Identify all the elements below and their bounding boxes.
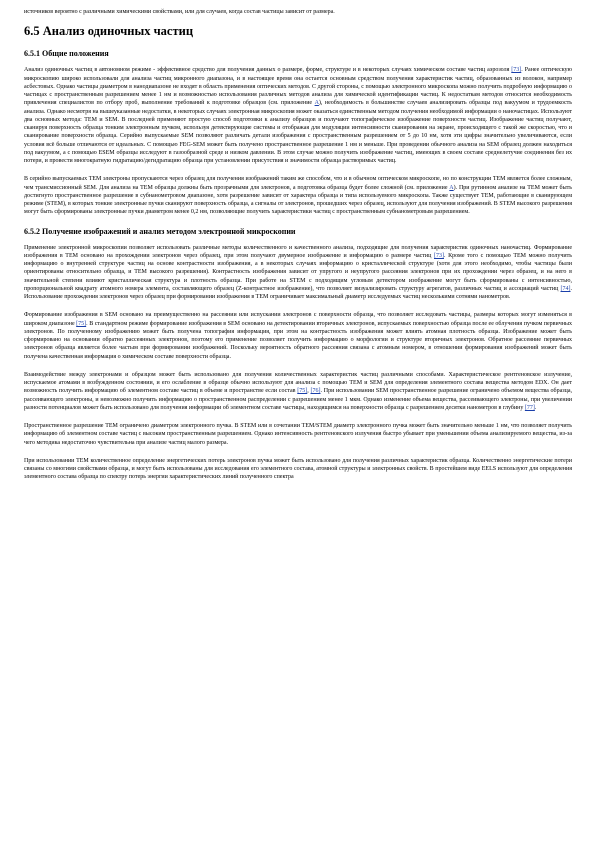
intro-paragraph: источников вероятно с различными химическими свойствами, или для случаев, когда состав частицы зависит от размера. [24,9,335,15]
paragraph: Пространственное разрешение ТЕМ ограничено диаметром электронного пучка. В STEM или в сочетании TEM/STEM диаметр электронного пучка может быть значительно меньше 1 нм, что позволяет получить информацию об элементном составе частиц с высоким пространственным разрешением. Однако интенсивность рентгеновского излучения быстро убывает при уменьшении объема анализируемого вещества, из-за чего методика недостаточно чувствительна при анализе частиц малого размера. [24,423,572,446]
text-run: . В стандартном режиме формирование изображения в SEM основано на детектировании вторичных электронов, испускаемых поверхностью образца после ее облучения пучком первичных электронов. По полученному изображению может быть получена топография информация, при этом на контрастность изображения может влиять атомная плотность образца. Изображение может быть сформировано на основании обратно рассеянных электронов, поэтому его применение позволяет получить информацию о морфологии и структуре вторичных электронов. Обратное рассеяние первичных электронов образца является более частым при формировании изображений. Поскольку вероятность обратного рассеяния связана с атомным номером, в отношении формирования изображений может быть получена качественная информация о химическом составе поверхности образца. [24,320,572,360]
text-run: В серийно выпускаемых ТЕМ электроны пропускаются через образец для получения изображений таким же способом, что и в обычном оптическом микроскопе, но по конструкции ТЕМ является более сложным, чем трансмиссионный SEM. Для анализа на ТЕМ образцы должны быть прозрачными для электронов, а подготовка образца будет более сложной (см. приложение [24,176,572,191]
text-run: . При использовании SEM пространственное разрешение ограничено объемом вещества образца, рассеивающего электроны, и невозможно получить информацию о пространственном распределении с разрешением менее 1 мкм. Однако изменение объема вещества, рассеивающего электроны, при увеличении разности потенциалов может быть использовано для получения информации об элементном составе частицы, находящимся на поверхности образца с разрешением десятки нанометров в глубину [24,388,572,411]
reference-link[interactable]: [75] [76,320,87,327]
paragraph [24,244,572,302]
subsection-title-imaging: 6.5.2 Получение изображений и анализ методом электронной микроскопии [24,226,296,236]
reference-link[interactable]: [75] [297,388,308,395]
text-run: . Ранее оптическую микроскопию широко использовали для анализа частиц микронного диапазона, и в настоящее время она остается основным средством получения характеристик частиц, образованных из волокон, например асбестовых. Однако частицы диаметром в нанодиапазоне не входят в область применения оптических методов. С другой стороны, с помощью электронного микроскопа можно получить подробную информацию о частицах с пространственным разрешением менее 1 нм и возможностью использования различных методов анализа для химической идентификации частиц. К недостаткам методов относится необходимость привлечения специалистов по отбору проб, выполнение требований к подготовке образцов (см. приложение [24,67,573,107]
paragraph [24,66,572,165]
reference-link[interactable]: [74] [560,285,571,292]
subsection-title-general: 6.5.1 Общие положения [24,49,109,59]
text-run: Формирование изображения в SEM основано на преимущественно на рассеянии или испускании электронов с поверхности образца, что позволяет исследовать частицы, размеры которых могут изменяться в широком диапазоне [24,312,572,327]
appendix-link[interactable]: А [314,100,319,107]
document-page [24,8,572,492]
text-run: . [534,404,537,411]
text-run: , [307,388,311,395]
paragraph [24,175,572,216]
reference-link[interactable]: [73] [433,252,444,259]
paragraph [24,311,572,361]
text-run: Взаимодействие между электронами и образцом может быть использовано для получения количественных характеристик частиц различными способами. Характеристическое рентгеновское излучение, испускаемое атомами в возбужденном состоянии, и его ослабление в образце обычно используют для анализа с помощью ТЕМ и SEM для определения элементного состава вещества методом EDX. Он дает возможность получить информацию об элементном составе частиц в объеме и пространстве если состав [24,371,572,395]
reference-link[interactable]: [77] [524,404,535,411]
text-run: ), необходимость в большинстве случаев анализировать образцы под вакуумом и трудоемкость анализа. Однако несмотря на вышеуказанные недостатки, в некоторых случаях электронная микроскопия может оказаться единственным методом получения необходимой информации о наночастицах. Используют два основных метода: ТЕМ и SEM. В последней применяют простую способ подготовки к анализу образцов и получают топографическое изображение поверхности частиц. Изображение частиц получают, сканируя поверхность образца тонким электронным пучком, используя детектирующие системы и отображая для модуляции интенсивности сканирования на экране, происходящего с такой же скоростью, что и сканирование поверхности образца. Серийно выпускаемые SEM позволяют различать детали изображения с пространственным разрешением от 5 до 10 нм, хотя эти цифры значительно увеличиваются, если условия всё больше отличаются от идеальных. С помощью FEG-SEM может быть получено пространственное разрешение 1 нм и меньше. При проведении обычного анализа на SEM образец должен находиться под вакуумом, а с помощью ESEM образцы исследуют в газообразной среде и низком давлении. В этом случае можно получить изображение частиц, имеющих в своем составе среднелетучие соединения без их потери, и провести многократную гидратацию/дегидратацию образца при установлении присутствия и значимости образца растворимых частиц. [24,100,572,164]
text-run: Анализ одиночных частиц в автономном режиме - эффективное средство для получения данных о размере, форме, структуре и в некоторых случаях химическом составе частиц аэрозоля [24,67,512,74]
text-run: ). При рутинном анализе на ТЕМ может быть достигнуто пространственное разрешение в субнанометровом диапазоне, хотя разрешение зависит от характера образца и типа используемого микроскопа. Также существует ТЕМ, работающие в сканирующем режиме (STEM), в которых тонкие электронные пучки сканируют поверхность образца, а сигналы от электронов, прошедших через образец, используют для получения изображений. В STEM высокого разрешения могут быть сформированы электронные пучки диаметром менее 0,2 нм, позволяющие получить характеристики частиц с пространственным субнанометровым разрешением. [24,184,572,216]
reference-link[interactable]: [76] [310,388,321,395]
text-run: Применение электронной микроскопии позволяет использовать различные методы количественного и качественного анализа, подходящие для получения характеристик одиночных наночастиц. Формирование изображения в ТЕМ основано на прохождении электронов через образец, при этом получают двумерное изображение и информацию о размере частиц [24,244,572,259]
section-title: 6.5 Анализ одиночных частиц [24,24,194,39]
text-run: . Кроме того с помощью ТЕМ можно получить информацию о внутренней структуре частиц на основе контрастности изображения, а в некоторых случаях информацию о кристаллической структуре (хотя для этого необходимо, чтобы частицы были ориентированы относительно образца, и ТЕМ высокого разрешения). Контрастность изображения зависит от упругого и неупругого рассеяния электронов при их прохождении через образец, и на него в значительной степени влияют кристаллическая структура и плотность образца. При работе на STEM с подходящим угловым детектором изображение могут быть сформированы с интенсивностью, пропорциональной квадрату атомного номера элемента, составляющего образец (Z-контрастное изображение), что позволяет визуализировать структуру агрегатов, различных частиц и ассоциаций частиц [24,252,572,292]
text-run: . Использование прохождения электронов через образец при формировании изображения в ТЕМ ограничивает максимальный диаметр исследуемых частиц несколькими сотнями нанометров. [24,285,572,300]
reference-link[interactable]: [73] [511,67,522,74]
paragraph: При использовании ТЕМ количественное определение энергетических потерь электронов пучка может быть использовано для получения различных характеристик образца. Количественно энергетические потери связаны со многими свойствами образца, и могут быть использованы для исследования его элементного состава, атомной структуры и электронных свойств. В простейшем виде EELS используют для определения элементного состава образца по спектру потерь энергии характеристических линий полученного спектра [24,457,572,481]
paragraph [24,371,572,412]
appendix-link[interactable]: А [449,184,454,191]
